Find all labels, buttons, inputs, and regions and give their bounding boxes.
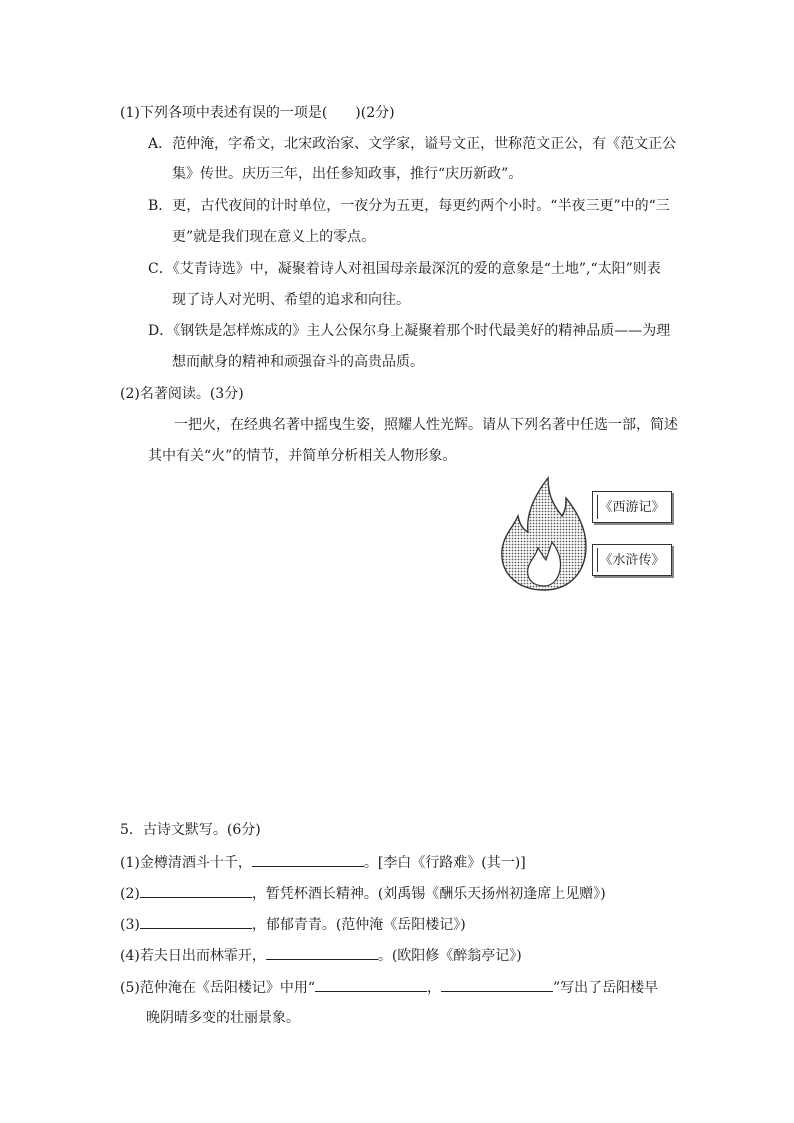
q4-1-stem: (1)下列各项中表述有误的一项是( )(2分) [120,105,395,121]
q5-title: 5．古诗文默写。(6分) [120,822,261,838]
q4-2-para-line2: 其中有关“火”的情节，并简单分析相关人物形象。 [148,448,457,464]
book-title: 《西游记》 [599,500,665,515]
answer-blank[interactable] [441,977,553,992]
item-text: 。[李白《行路难》(其一)] [363,855,526,871]
item-text: (1)金樽清酒斗十千， [120,855,252,871]
answer-blank[interactable] [266,945,378,960]
item-text: ”写出了岳阳楼早 [553,980,659,996]
book-tag-shuihuzhuan [592,544,672,576]
item-text: (2) [120,886,140,902]
option-a-line1: A．范仲淹，字希文，北宋政治家、文学家，谥号文正，世称范文正公，有《范文正公 [148,136,677,152]
answer-blank[interactable] [315,977,427,992]
option-d-line2: 想而献身的精神和顽强奋斗的高贵品质。 [172,354,424,370]
q4-2-para-line1: 一把火，在经典名著中摇曳生姿，照耀人性光辉。请从下列名著中任选一部，简述 [174,417,678,433]
book-title: 《水浒传》 [599,553,665,568]
q5-item-1 [120,852,526,873]
item-text: ，郁郁青青。(范仲淹《岳阳楼记》) [251,917,466,933]
answer-blank[interactable] [252,852,364,867]
item-text: ，暂凭杯酒长精神。(刘禹锡《酬乐天扬州初逢席上见赠》) [251,886,606,902]
item-text: (3) [120,917,140,933]
answer-blank[interactable] [140,914,252,929]
q5-item-5-line1 [120,977,658,998]
option-b-line2: 更”就是我们现在意义上的零点。 [172,229,376,245]
option-d-line1: D．《钢铁是怎样炼成的》主人公保尔身上凝聚着那个时代最美好的精神品质——为理 [148,323,671,339]
answer-blank[interactable] [140,883,252,898]
q5-item-3 [120,914,466,935]
item-text: ， [427,980,441,996]
item-text: (4)若夫日出而林霏开， [120,948,266,964]
q5-item-5-line2: 晚阴晴多变的壮丽景象。 [146,1010,300,1026]
option-c-line2: 现了诗人对光明、希望的追求和向往。 [172,292,410,308]
item-text: 。(欧阳修《醉翁亭记》) [377,948,522,964]
option-b-line1: B．更，古代夜间的计时单位，一夜分为五更，每更约两个小时。“半夜三更”中的“三 [148,198,670,214]
item-text: (5)范仲淹在《岳阳楼记》中用“ [120,980,315,996]
fire-icon [496,474,592,594]
option-c-line1: C．《艾青诗选》中，凝聚着诗人对祖国母亲最深沉的爱的意象是“土地”,“太阳”则表 [148,261,661,277]
book-tag-xiyouji [592,491,672,523]
q4-2-stem: (2)名著阅读。(3分) [120,386,244,402]
q5-item-4 [120,945,522,966]
option-a-line2: 集》传世。庆历三年，出任参知政事，推行“庆历新政”。 [172,166,523,182]
q5-item-2 [120,883,606,904]
